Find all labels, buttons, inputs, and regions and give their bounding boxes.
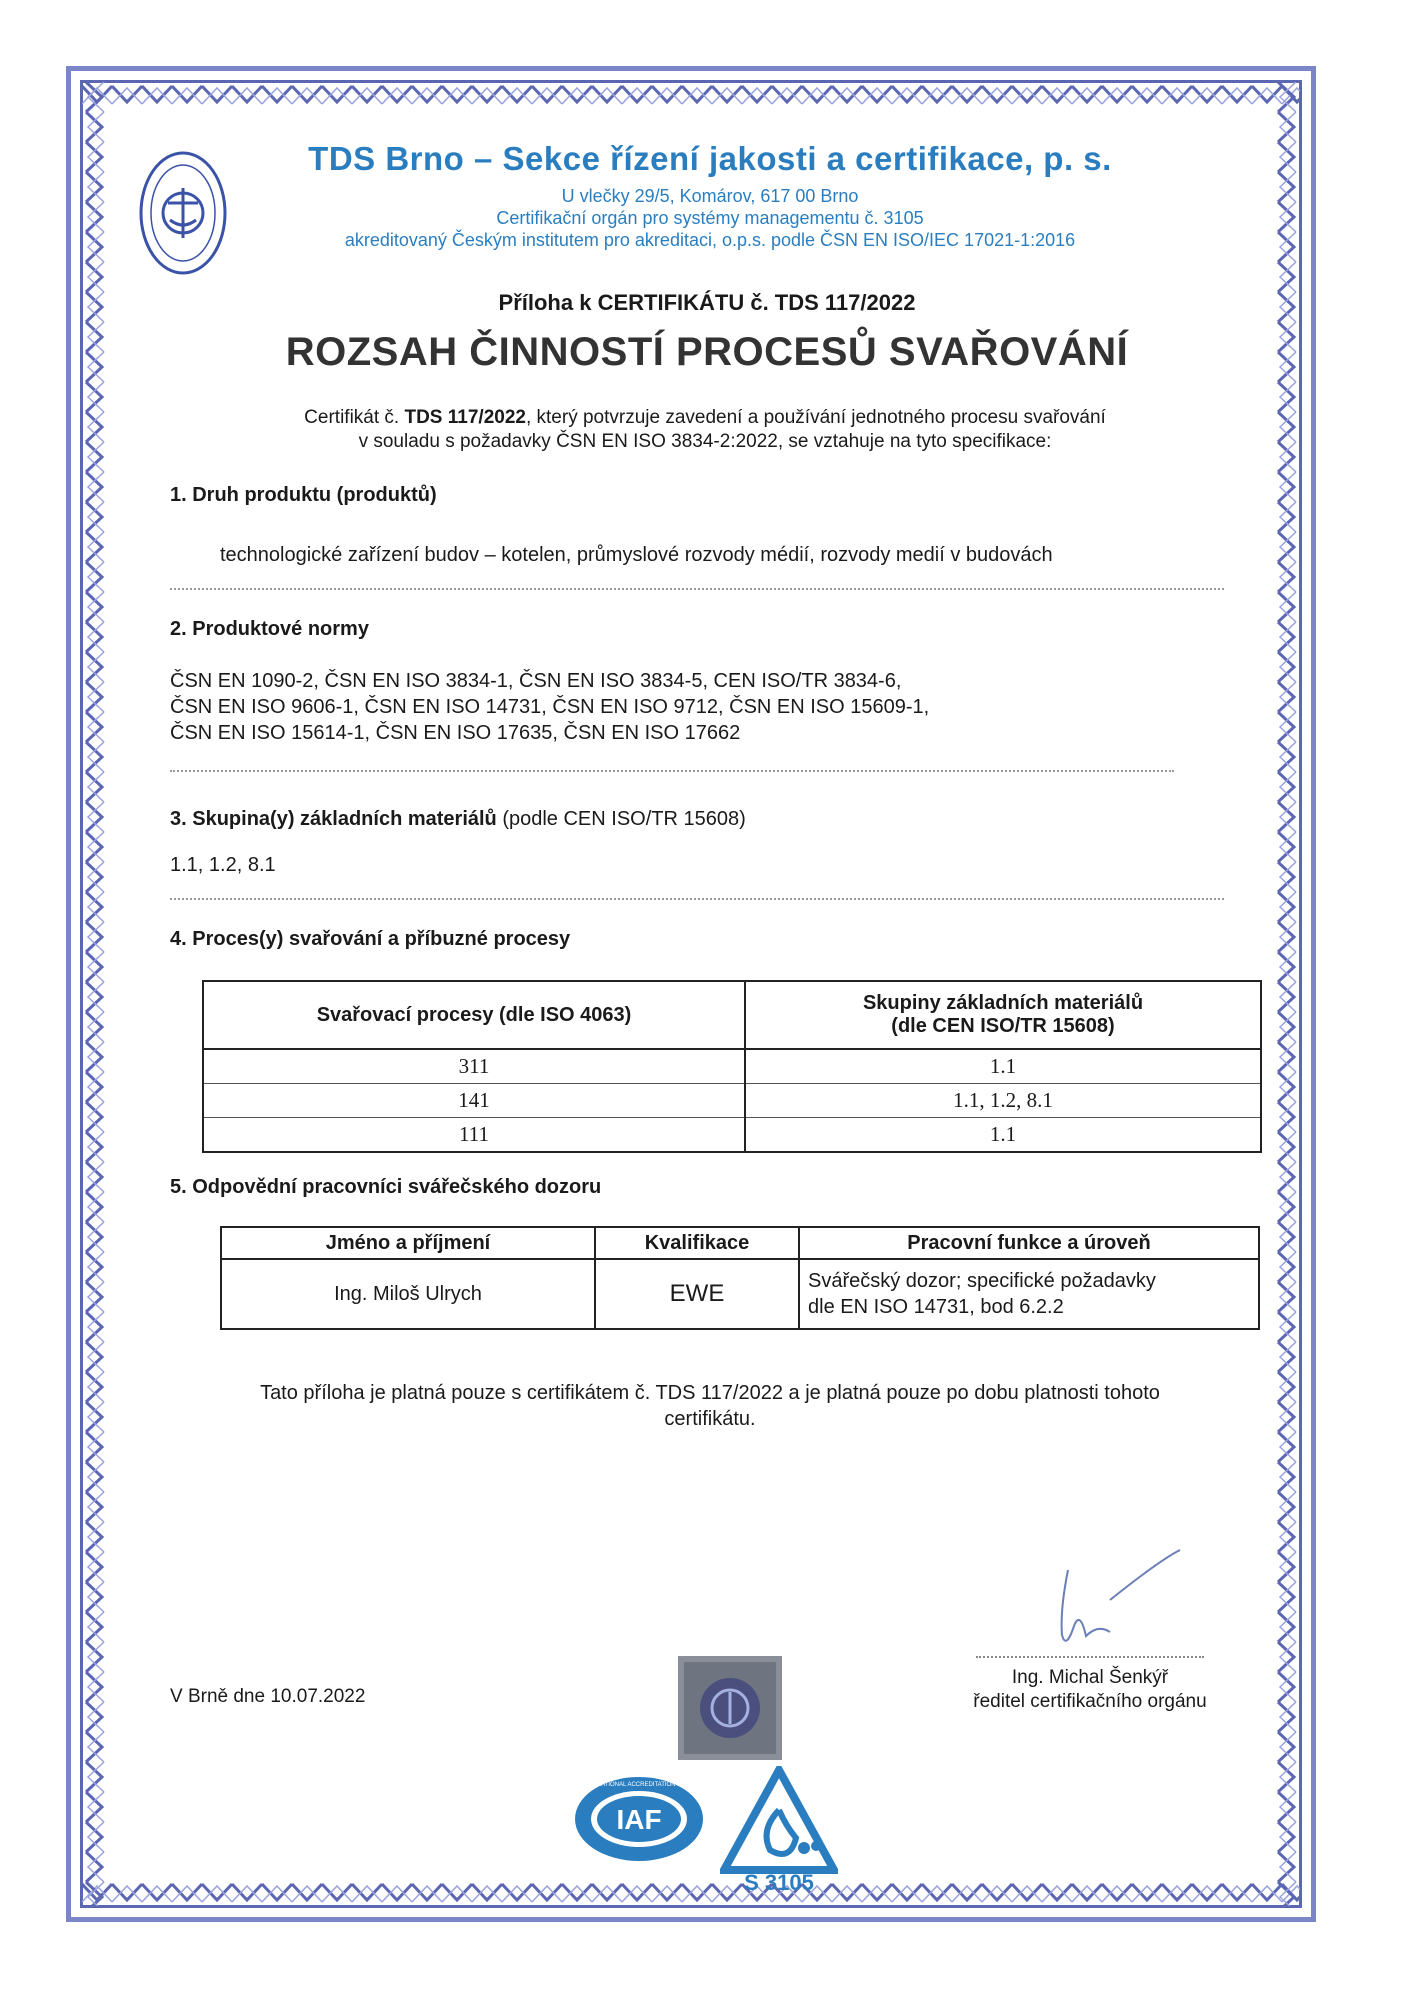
iaf-ring-text: INTERNATIONAL ACCREDITATION FORUM [578, 1782, 700, 1788]
organization-name: TDS Brno – Sekce řízení jakosti a certifikace, p. s. [308, 140, 1112, 177]
intro-prefix: Certifikát č. [304, 407, 405, 428]
section-3-title-bold: 3. Skupina(y) základních materiálů [170, 808, 497, 830]
process-code: 141 [203, 1084, 745, 1118]
staff-qualification: EWE [595, 1259, 799, 1329]
material-groups: 1.1, 1.2, 8.1 [745, 1084, 1261, 1118]
section-3-title [170, 808, 746, 831]
certification-body-line: Certifikační orgán pro systémy managementu č. 3105 [496, 208, 924, 228]
staff-function-line2: dle EN ISO 14731, bod 6.2.2 [808, 1296, 1064, 1318]
signature-line [976, 1656, 1204, 1658]
table-row [203, 1049, 1261, 1084]
intro-paragraph [180, 406, 1230, 454]
table-row [203, 1118, 1261, 1153]
table-row [203, 1084, 1261, 1118]
signer-block [940, 1666, 1240, 1714]
iaf-logo-text: IAF [616, 1804, 662, 1835]
material-groups-header-line1: Skupiny základních materiálů [862, 992, 1144, 1014]
standards-line-2: ČSN EN ISO 9606-1, ČSN EN ISO 14731, ČSN EN ISO 9712, ČSN EN ISO 15609-1, [170, 696, 930, 718]
dotted-separator [170, 898, 1224, 900]
section-4-title: 4. Proces(y) svařování a příbuzné procesy [170, 928, 571, 950]
signer-role: ředitel certifikačního orgánu [973, 1691, 1207, 1712]
signer-name: Ing. Michal Šenkýř [1011, 1667, 1169, 1688]
process-column-header: Svařovací procesy (dle ISO 4063) [203, 981, 745, 1049]
supervision-staff-table [220, 1226, 1260, 1330]
material-groups: 1.1 [745, 1049, 1261, 1084]
section-2-title: 2. Produktové normy [170, 618, 369, 640]
section-1-text: technologické zařízení budov – kotelen, průmyslové rozvody médií, rozvody medií v budovách [220, 544, 1053, 566]
handwritten-signature [1040, 1540, 1190, 1660]
main-title: ROZSAH ČINNOSTÍ PROCESŮ SVAŘOVÁNÍ [285, 330, 1129, 374]
staff-name: Ing. Miloš Ulrych [221, 1259, 595, 1329]
material-groups: 1.1 [745, 1118, 1261, 1153]
accreditation-line: akreditovaný Českým institutem pro akreditaci, o.p.s. podle ČSN EN ISO/IEC 17021-1:2016 [344, 230, 1076, 250]
iaf-logo [572, 1774, 706, 1864]
table-row [221, 1259, 1259, 1329]
qualification-column-header: Kvalifikace [595, 1227, 799, 1259]
section-2-text [170, 668, 929, 746]
staff-function-line1: Svářečský dozor; specifické požadavky [808, 1270, 1156, 1292]
intro-rest: , který potvrzuje zavedení a používání jednotného procesu svařování [525, 407, 1106, 428]
standards-line-1: ČSN EN 1090-2, ČSN EN ISO 3834-1, ČSN EN ISO 3834-5, CEN ISO/TR 3834-6, [170, 670, 902, 692]
accreditation-code: S 3105 [744, 1870, 814, 1895]
guilloche-pattern-top [82, 82, 1300, 108]
function-column-header: Pracovní funkce a úroveň [799, 1227, 1259, 1259]
czech-accreditation-logo [720, 1766, 838, 1876]
validity-note-line2: certifikátu. [664, 1408, 756, 1430]
annex-title: Příloha k CERTIFIKÁTU č. TDS 117/2022 [498, 290, 916, 315]
material-groups-column-header [745, 981, 1261, 1049]
section-3-title-suffix: (podle CEN ISO/TR 15608) [496, 808, 746, 830]
welding-process-table [202, 980, 1262, 1153]
standards-line-3: ČSN EN ISO 15614-1, ČSN EN ISO 17635, ČSN EN ISO 17662 [170, 722, 741, 744]
process-code: 311 [203, 1049, 745, 1084]
tds-seal-logo [138, 148, 228, 278]
material-groups-header-line2: (dle CEN ISO/TR 15608) [891, 1015, 1115, 1037]
section-1-title: 1. Druh produktu (produktů) [170, 484, 437, 506]
issue-date: V Brně dne 10.07.2022 [170, 1686, 366, 1707]
section-5-title: 5. Odpovědní pracovníci svářečského dozoru [170, 1176, 602, 1198]
dotted-separator [170, 588, 1224, 590]
intro-cert-number: TDS 117/2022 [404, 407, 526, 428]
name-column-header: Jméno a příjmení [221, 1227, 595, 1259]
validity-note-line1: Tato příloha je platná pouze s certifikátem č. TDS 117/2022 a je platná pouze po dobu platnosti tohoto [260, 1382, 1160, 1404]
dotted-separator [170, 770, 1174, 772]
intro-line2: v souladu s požadavky ČSN EN ISO 3834-2:2022, se vztahuje na tyto specifikace: [358, 431, 1052, 452]
section-3-text: 1.1, 1.2, 8.1 [170, 854, 276, 876]
guilloche-pattern-bottom [82, 1880, 1300, 1906]
process-code: 111 [203, 1118, 745, 1153]
validity-note [160, 1380, 1260, 1432]
hologram-seal-icon [678, 1656, 782, 1760]
staff-function [799, 1259, 1259, 1329]
organization-address: U vlečky 29/5, Komárov, 617 00 Brno [561, 186, 859, 206]
